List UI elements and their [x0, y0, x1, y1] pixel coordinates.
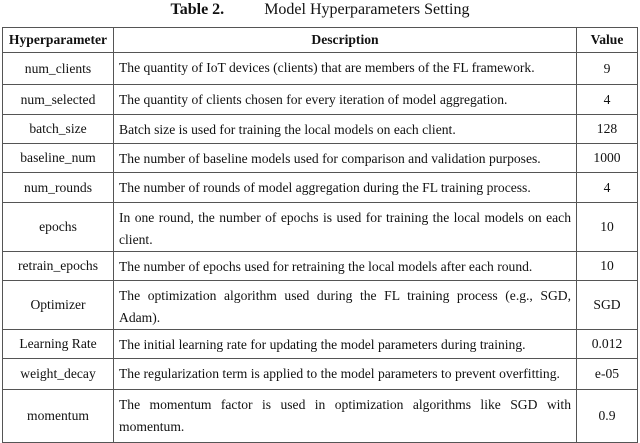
param-cell: num_rounds: [3, 173, 114, 203]
hyperparameters-table: [2, 27, 638, 443]
table-caption: [0, 0, 640, 27]
value-cell: 9: [577, 53, 638, 85]
value-cell: 0.012: [577, 330, 638, 359]
table-row: [3, 203, 638, 252]
header-value: Value: [577, 28, 638, 53]
description-cell: The regularization term is applied to the model parameters to prevent overfitting.: [114, 359, 577, 390]
value-cell: 10: [577, 252, 638, 281]
table-row: [3, 359, 638, 390]
value-cell: 1000: [577, 144, 638, 173]
param-cell: weight_decay: [3, 359, 114, 390]
description-cell: In one round, the number of epochs is used for training the local models on each client.: [114, 203, 577, 252]
description-cell: The number of epochs used for retraining the local models after each round.: [114, 252, 577, 281]
description-cell: The optimization algorithm used during the FL training process (e.g., SGD, Adam).: [114, 281, 577, 330]
param-cell: Optimizer: [3, 281, 114, 330]
description-cell: The initial learning rate for updating the model parameters during training.: [114, 330, 577, 359]
value-cell: e-05: [577, 359, 638, 390]
value-cell: 4: [577, 85, 638, 115]
header-hyperparameter: Hyperparameter: [3, 28, 114, 53]
value-cell: 4: [577, 173, 638, 203]
value-cell: 128: [577, 115, 638, 144]
description-cell: The number of baseline models used for comparison and validation purposes.: [114, 144, 577, 173]
table-row: [3, 330, 638, 359]
header-description: Description: [114, 28, 577, 53]
description-cell: The quantity of IoT devices (clients) that are members of the FL framework.: [114, 53, 577, 85]
table-row: [3, 85, 638, 115]
param-cell: num_clients: [3, 53, 114, 85]
description-cell: The quantity of clients chosen for every iteration of model aggregation.: [114, 85, 577, 115]
param-cell: num_selected: [3, 85, 114, 115]
value-cell: SGD: [577, 281, 638, 330]
table-row: [3, 144, 638, 173]
table-row: [3, 252, 638, 281]
table-number: Table 2.: [170, 1, 225, 18]
param-cell: batch_size: [3, 115, 114, 144]
value-cell: 0.9: [577, 390, 638, 443]
param-cell: momentum: [3, 390, 114, 443]
param-cell: Learning Rate: [3, 330, 114, 359]
table-row: [3, 390, 638, 443]
param-cell: retrain_epochs: [3, 252, 114, 281]
table-row: [3, 53, 638, 85]
description-cell: The number of rounds of model aggregation during the FL training process.: [114, 173, 577, 203]
table-row: [3, 115, 638, 144]
table-row: [3, 281, 638, 330]
param-cell: baseline_num: [3, 144, 114, 173]
description-cell: Batch size is used for training the local models on each client.: [114, 115, 577, 144]
header-row: [3, 28, 638, 53]
description-cell: The momentum factor is used in optimization algorithms like SGD with momentum.: [114, 390, 577, 443]
param-cell: epochs: [3, 203, 114, 252]
table-title: Model Hyperparameters Setting: [264, 1, 470, 18]
table-row: [3, 173, 638, 203]
value-cell: 10: [577, 203, 638, 252]
